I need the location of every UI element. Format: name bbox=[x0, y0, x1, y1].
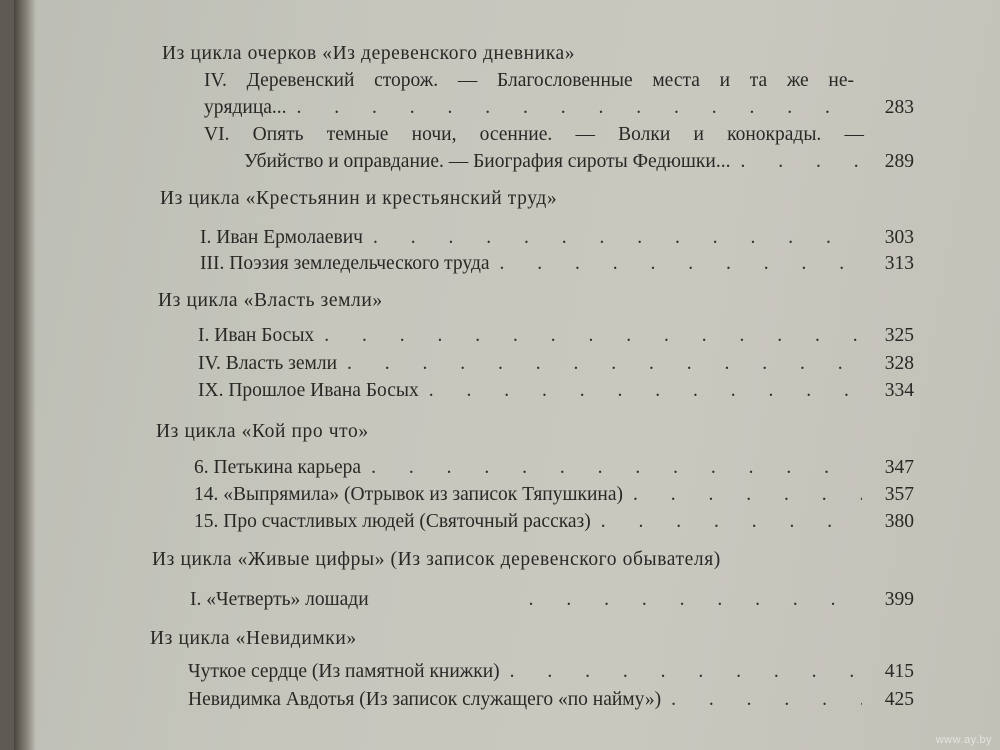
toc-entry bbox=[194, 512, 914, 532]
page-number: 328 bbox=[884, 353, 914, 374]
dot-leader bbox=[371, 458, 862, 478]
dot-leader bbox=[510, 662, 862, 682]
toc-entry bbox=[198, 354, 914, 374]
entry-title: III. Поэзия земледельческого труда bbox=[200, 253, 490, 274]
dot-leader bbox=[671, 690, 862, 710]
page-number: 283 bbox=[884, 97, 914, 118]
book-page bbox=[14, 0, 1000, 750]
entry-title: 6. Петькина карьера bbox=[194, 457, 362, 478]
entry-title: 14. «Выпрямила» (Отрывок из записок Тяпушкина) bbox=[194, 484, 623, 505]
page-number: 303 bbox=[884, 227, 914, 248]
toc-entry bbox=[188, 662, 914, 682]
dot-leader bbox=[347, 354, 862, 374]
entry-title: 15. Про счастливых людей (Святочный рассказ) bbox=[194, 511, 591, 532]
entry-title: Чуткое сердце (Из памятной книжки) bbox=[188, 661, 500, 682]
page-number: 325 bbox=[884, 325, 914, 346]
toc-entry bbox=[188, 690, 914, 710]
toc-entry bbox=[194, 458, 914, 478]
entry-title: I. Иван Ермолаевич bbox=[200, 227, 363, 248]
entry-title: I. «Четверть» лошади bbox=[190, 589, 369, 610]
page-number: 425 bbox=[884, 689, 914, 710]
entry-title: Невидимка Авдотья (Из записок служащего «по найму») bbox=[188, 689, 662, 710]
entry-title: IX. Прошлое Ивана Босых bbox=[198, 380, 419, 401]
entry-title: Убийство и оправдание. — Биография сироты Федюшки... bbox=[244, 151, 731, 172]
page-edge-shadow bbox=[14, 0, 36, 750]
dot-leader bbox=[429, 381, 862, 401]
toc-entry bbox=[200, 228, 914, 248]
page-number: 289 bbox=[884, 151, 914, 172]
entry-title: IV. Власть земли bbox=[198, 353, 338, 374]
dot-leader bbox=[324, 326, 862, 346]
dot-leader bbox=[601, 512, 862, 532]
dot-leader bbox=[373, 228, 862, 248]
section-title: Из цикла «Невидимки» bbox=[150, 628, 357, 649]
toc-entry bbox=[198, 326, 914, 346]
page-number: 347 bbox=[884, 457, 914, 478]
watermark: www.ay.by bbox=[935, 734, 992, 746]
toc-entry bbox=[198, 381, 914, 401]
section-title: Из цикла «Живые цифры» (Из записок деревенского обывателя) bbox=[152, 549, 721, 570]
section-title: Из цикла «Власть земли» bbox=[158, 290, 383, 311]
entry-first-line: VI. Опять темные ночи, осенние. — Волки и конокрады. — bbox=[204, 124, 864, 145]
toc-entry bbox=[244, 152, 914, 172]
toc-entry bbox=[190, 590, 914, 610]
dot-leader bbox=[500, 254, 862, 274]
page-number: 380 bbox=[884, 511, 914, 532]
section-title: Из цикла «Крестьянин и крестьянский труд» bbox=[160, 188, 558, 209]
page-number: 334 bbox=[884, 380, 914, 401]
entry-title: I. Иван Босых bbox=[198, 325, 315, 346]
dot-leader bbox=[529, 590, 862, 610]
page-number: 415 bbox=[884, 661, 914, 682]
section-title: Из цикла очерков «Из деревенского дневника» bbox=[162, 43, 576, 64]
toc-entry bbox=[194, 485, 914, 505]
section-title: Из цикла «Кой про что» bbox=[156, 421, 369, 442]
page-number: 399 bbox=[884, 589, 914, 610]
page-number: 357 bbox=[884, 484, 914, 505]
dot-leader bbox=[633, 485, 862, 505]
toc-entry bbox=[200, 254, 914, 274]
entry-first-line: IV. Деревенский сторож. — Благословенные места и та же не- bbox=[204, 70, 854, 91]
dot-leader bbox=[297, 98, 862, 118]
dot-leader bbox=[740, 152, 862, 172]
toc-entry bbox=[204, 98, 914, 118]
page-number: 313 bbox=[884, 253, 914, 274]
entry-title: урядица... bbox=[204, 97, 287, 118]
